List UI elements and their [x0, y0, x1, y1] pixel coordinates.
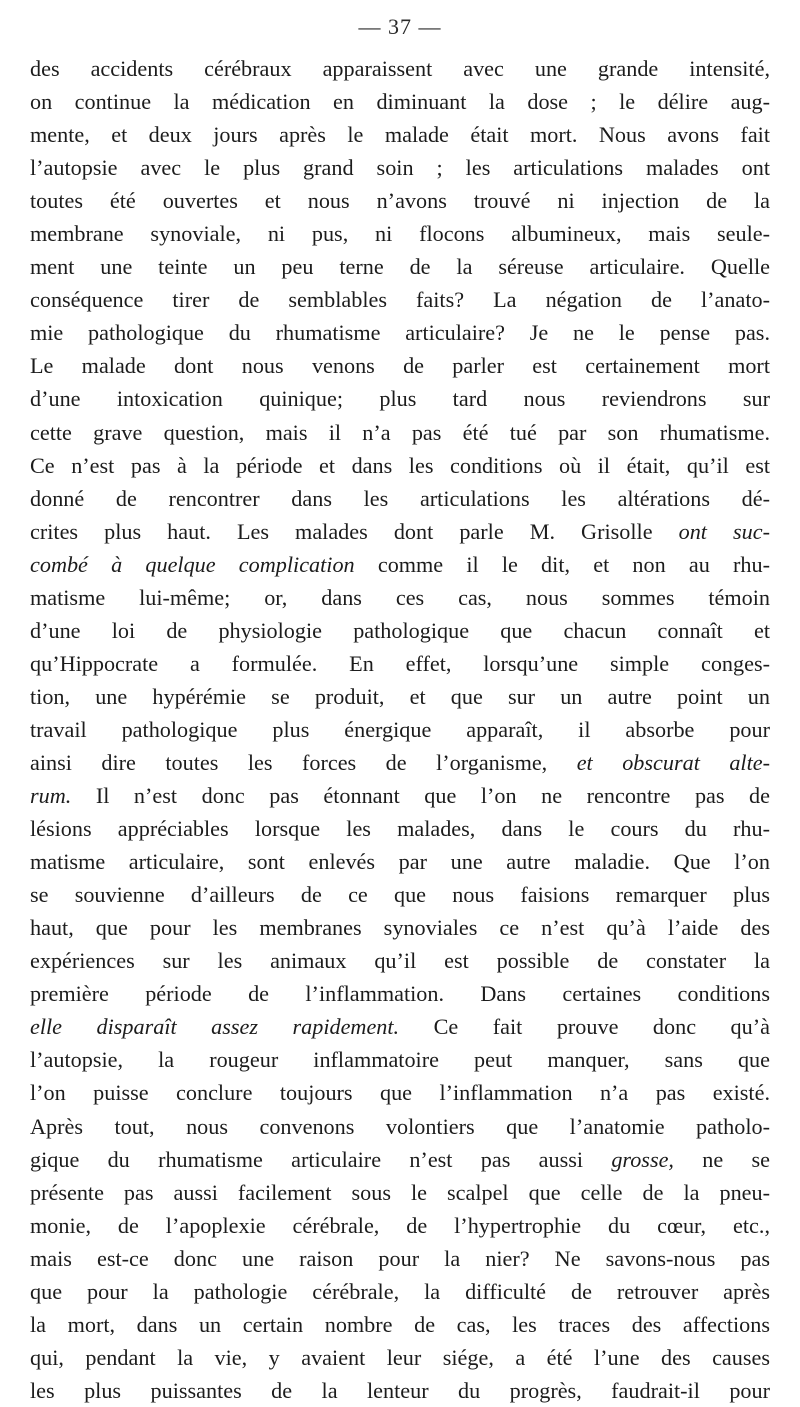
text-line	[30, 283, 770, 316]
text-run: l’autopsie avec le plus grand soin ; les articulations malades ont	[30, 155, 770, 181]
text-line	[30, 911, 770, 944]
text-run: membrane synoviale, ni pus, ni flocons albumineux, mais seule-	[30, 221, 770, 247]
text-line	[30, 680, 770, 713]
italic-text: ont suc-	[678, 518, 770, 544]
text-run: ne se	[673, 1146, 770, 1172]
text-line	[30, 548, 770, 581]
text-run: les plus puissantes de la lenteur du progrès, faudrait-il pour	[30, 1377, 770, 1403]
text-line	[30, 1010, 770, 1043]
text-line	[30, 812, 770, 845]
text-line	[30, 845, 770, 878]
text-run: monie, de l’apoplexie cérébrale, de l’hypertrophie du cœur, etc.,	[30, 1212, 770, 1238]
text-line	[30, 1209, 770, 1242]
text-run: Après tout, nous convenons volontiers que l’anatomie patholo-	[30, 1113, 770, 1139]
text-line	[30, 316, 770, 349]
text-line	[30, 1374, 770, 1407]
text-line	[30, 416, 770, 449]
book-page	[26, 0, 774, 1403]
text-run: matisme lui-même; or, dans ces cas, nous sommes témoin	[30, 584, 770, 610]
text-line	[30, 1176, 770, 1209]
italic-text: et obscurat alte-	[576, 749, 770, 775]
text-run: ainsi dire toutes les forces de l’organisme,	[30, 749, 577, 775]
text-line	[30, 1076, 770, 1109]
text-run: d’une loi de physiologie pathologique que chacun connaît et	[30, 617, 770, 643]
page-number: — 37 —	[358, 14, 442, 39]
text-run: présente pas aussi facilement sous le scalpel que celle de la pneu-	[30, 1179, 770, 1205]
text-run: se souvienne d’ailleurs de ce que nous faisions remarquer plus	[30, 882, 770, 908]
text-run: la mort, dans un certain nombre de cas, les traces des affections	[30, 1311, 770, 1337]
text-run: gique du rhumatisme articulaire n’est pas aussi	[30, 1146, 612, 1172]
text-run: ment une teinte un peu terne de la séreuse articulaire. Quelle	[30, 254, 770, 280]
text-run: Ce fait prouve donc qu’à	[399, 1014, 770, 1040]
text-line	[30, 713, 770, 746]
text-line	[30, 449, 770, 482]
text-line	[30, 1043, 770, 1076]
text-line	[30, 515, 770, 548]
text-line	[30, 151, 770, 184]
text-run: que pour la pathologie cérébrale, la difficulté de retrouver après	[30, 1278, 770, 1304]
text-run: Il n’est donc pas étonnant que l’on ne rencontre pas de	[71, 783, 770, 809]
text-run: comme il le dit, et non au rhu-	[354, 551, 770, 577]
text-run: crites plus haut. Les malades dont parle M. Grisolle	[30, 518, 679, 544]
text-run: conséquence tirer de semblables faits? La négation de l’anato-	[30, 287, 770, 313]
text-line	[30, 1275, 770, 1308]
text-line	[30, 614, 770, 647]
text-line	[30, 878, 770, 911]
text-line	[30, 52, 770, 85]
text-run: tion, une hypérémie se produit, et que sur un autre point un	[30, 683, 770, 709]
text-run: donné de rencontrer dans les articulations les altérations dé-	[30, 485, 770, 511]
text-line	[30, 349, 770, 382]
text-line	[30, 944, 770, 977]
italic-text: combé à quelque complication	[30, 551, 355, 577]
text-line	[30, 1308, 770, 1341]
text-line	[30, 581, 770, 614]
text-run: haut, que pour les membranes synoviales ce n’est qu’à l’aide des	[30, 915, 770, 941]
text-line	[30, 118, 770, 151]
text-line	[30, 250, 770, 283]
body-text	[30, 52, 770, 1407]
text-line	[30, 647, 770, 680]
italic-text: elle disparaît assez rapidement.	[30, 1014, 400, 1040]
italic-text: rum.	[30, 783, 72, 809]
text-line	[30, 746, 770, 779]
text-run: lésions appréciables lorsque les malades, dans le cours du rhu-	[30, 816, 770, 842]
text-line	[30, 184, 770, 217]
text-line	[30, 85, 770, 118]
text-run: Ce n’est pas à la période et dans les conditions où il était, qu’il est	[30, 452, 770, 478]
text-line	[30, 1341, 770, 1374]
text-line	[30, 779, 770, 812]
text-line	[30, 217, 770, 250]
italic-text: grosse,	[611, 1146, 674, 1172]
text-run: mie pathologique du rhumatisme articulaire? Je ne le pense pas.	[30, 320, 770, 346]
text-run: expériences sur les animaux qu’il est possible de constater la	[30, 948, 770, 974]
text-run: qu’Hippocrate a formulée. En effet, lorsqu’une simple conges-	[30, 650, 770, 676]
text-run: l’on puisse conclure toujours que l’inflammation n’a pas existé.	[30, 1080, 770, 1106]
text-run: on continue la médication en diminuant la dose ; le délire aug-	[30, 89, 770, 115]
text-line	[30, 482, 770, 515]
text-run: qui, pendant la vie, y avaient leur siége, a été l’une des causes	[30, 1344, 770, 1370]
text-run: mente, et deux jours après le malade était mort. Nous avons fait	[30, 122, 770, 148]
text-run: matisme articulaire, sont enlevés par une autre maladie. Que l’on	[30, 849, 770, 875]
text-run: cette grave question, mais il n’a pas été tué par son rhumatisme.	[30, 419, 770, 445]
text-line	[30, 1110, 770, 1143]
text-run: d’une intoxication quinique; plus tard nous reviendrons sur	[30, 386, 770, 412]
text-line	[30, 1242, 770, 1275]
text-run: première période de l’inflammation. Dans certaines conditions	[30, 981, 770, 1007]
text-line	[30, 1143, 770, 1176]
text-run: travail pathologique plus énergique apparaît, il absorbe pour	[30, 716, 770, 742]
text-line	[30, 977, 770, 1010]
text-run: mais est-ce donc une raison pour la nier? Ne savons-nous pas	[30, 1245, 770, 1271]
text-run: des accidents cérébraux apparaissent avec une grande intensité,	[30, 56, 770, 81]
text-run: toutes été ouvertes et nous n’avons trouvé ni injection de la	[30, 188, 770, 214]
text-run: Le malade dont nous venons de parler est certainement mort	[30, 353, 770, 379]
text-run: l’autopsie, la rougeur inflammatoire peut manquer, sans que	[30, 1047, 770, 1073]
text-line	[30, 382, 770, 415]
